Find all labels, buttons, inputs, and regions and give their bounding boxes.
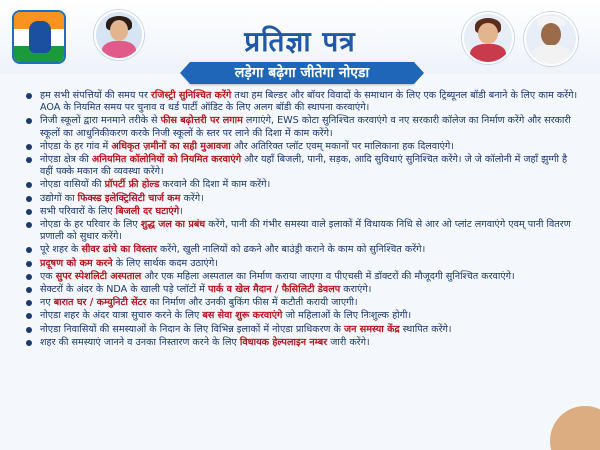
- bullet-icon: [26, 327, 32, 333]
- highlight-text: जन समस्या केंद्र: [343, 323, 400, 335]
- item-text: तथा हम बिल्डर और बॉयर विवादों के समाधान के लिए एक ट्रिब्यूनल बॉडी बनाने के लिए काम करेंगे। AOA के नियमित समय पर चुनाव व थर्ड पार्टी ऑडिट के लिए अलग बॉडी की स्थापना करवाएंगे।: [40, 90, 578, 114]
- bullet-icon: [26, 300, 32, 306]
- list-item: [26, 244, 578, 256]
- highlight-text: रजिस्ट्री सुनिश्चित करेंगे: [150, 90, 232, 101]
- list-item: [26, 284, 578, 296]
- bullet-icon: [26, 313, 32, 319]
- highlight-text: अनियमित कॉलोनियों को नियमित करवाएंगे: [91, 154, 242, 166]
- list-item: [26, 90, 578, 114]
- list-item: [26, 271, 578, 283]
- item-text: सभी परिवारों के लिए: [40, 205, 116, 217]
- highlight-text: शुद्ध जल का प्रबंध: [140, 219, 206, 231]
- list-item: [26, 297, 578, 309]
- highlight-text: बस सेवा शुरू करवाएंगे: [202, 310, 283, 322]
- item-text: नए: [40, 297, 54, 309]
- page-subtitle-banner: लड़ेगा बढ़ेगा जीतेगा नोएडा: [190, 62, 414, 84]
- highlight-text: पार्क व खेल मैदान / फैसिलिटी डेवलप: [207, 284, 341, 296]
- bullet-icon: [26, 157, 32, 163]
- list-item: [26, 115, 578, 139]
- item-text: ।: [179, 205, 183, 217]
- party-hand-logo-icon: [12, 10, 66, 64]
- bullet-icon: [26, 93, 32, 99]
- item-text: नोएडा निवासियों की समस्याओं के निदान के लिए विभिन्न इलाकों में नोएडा प्राधिकरण के: [40, 323, 344, 335]
- item-text: नोएडा क्षेत्र की: [40, 154, 92, 166]
- item-text: कराएंगे।: [340, 284, 372, 296]
- highlight-text: प्रॉपर्टी फ्री होल्ड: [104, 179, 160, 191]
- highlight-text: सीवर ढांचे का विस्तार: [81, 244, 157, 256]
- highlight-text: प्रदूषण को कम करने: [40, 257, 113, 269]
- item-text: उद्योगों का: [40, 192, 78, 204]
- item-text: सेक्टरों के अंदर के NDA के खाली पड़े प्लॉटों में: [40, 284, 208, 296]
- item-text: पूरे शहर के: [40, 244, 82, 256]
- item-text: जो महिलाओं के लिए निःशुल्क होगी।: [282, 310, 412, 322]
- partial-photo-corner: [550, 406, 600, 450]
- highlight-text: सुपर स्पेशलिटी अस्पताल: [55, 270, 142, 282]
- item-text: लगाएंगे, EWS कोटा सुनिश्चित करवाएंगे व नए सरकारी कॉलेज का निर्माण करेंगे और सरकारी स्कूलों का आधुनिकीकरण करके निजी स्कूलों के स्तर पर लाने की दिशा में काम करेंगे।: [40, 115, 571, 139]
- list-item: [26, 179, 578, 191]
- bullet-icon: [26, 340, 32, 346]
- bullet-icon: [26, 247, 32, 253]
- item-text: के लिए सार्थक कदम उठाएंगे।: [112, 257, 218, 269]
- list-item: [26, 154, 578, 178]
- highlight-text: विधायक हेल्पलाइन नम्बर: [239, 336, 328, 348]
- item-text: नोएडा के हर गांव में: [40, 140, 112, 152]
- bullet-icon: [26, 118, 32, 124]
- avatar-leader-right-2: [524, 12, 578, 66]
- page-title: प्रतिज्ञा पत्र: [244, 25, 356, 58]
- item-text: और यहाँ बिजली, पानी, सड़क, आदि सुविधाएं सुनिश्चित करेंगे। जे जे कॉलोनी में जहाँ झुग्गी है वहीं पक्के मकान की व्यवस्था करेंगे।: [40, 154, 568, 178]
- item-text: एक: [40, 270, 56, 282]
- item-text: करेंगे, खुली नालियों को ढकने और बाउंड्री कराने के काम को सुनिश्चित करेंगे।: [156, 244, 426, 256]
- list-item: [26, 258, 578, 270]
- bullet-icon: [26, 274, 32, 280]
- item-text: जारी करेंगे।: [327, 336, 370, 348]
- highlight-text: फीस बढ़ोत्तरी पर लगाम: [160, 115, 243, 127]
- list-item: [26, 324, 578, 336]
- bullet-icon: [26, 287, 32, 293]
- bullet-icon: [26, 182, 32, 188]
- list-item: [26, 206, 578, 218]
- pledge-list: [26, 90, 578, 350]
- item-text: और एक महिला अस्पताल का निर्माण कराया जाएगा व पीएचसी में डॉक्टरों की मौजूदगी सुनिश्चित करवाएंगे।: [141, 270, 515, 282]
- avatar-leader-right-1: [462, 12, 514, 64]
- item-text: निजी स्कूलों द्वारा मनमाने तरीके से: [40, 115, 161, 127]
- list-item: [26, 219, 578, 243]
- item-text: और अतिरिक्त प्लॉट एवम् मकानों पर मालिकाना हक दिलवाएंगे।: [230, 140, 454, 152]
- item-text: नोएडा शहर के अंदर यात्रा सुचारु करने के लिए: [40, 310, 203, 322]
- item-text: का निर्माण और उनकी बुकिंग फीस में कटौती करायी जाएगी।: [146, 297, 358, 309]
- list-item: [26, 310, 578, 322]
- item-text: शहर की समस्याएं जानने व उनका निस्तारण करने के लिए: [40, 336, 240, 348]
- item-text: नोएडा वासियों की: [40, 179, 105, 191]
- list-item: [26, 141, 578, 153]
- bullet-icon: [26, 196, 32, 202]
- item-text: स्थापित करेंगे।: [399, 323, 452, 335]
- highlight-text: बिजली दर घटाएंगे: [115, 205, 180, 217]
- header: [0, 0, 600, 81]
- highlight-text: फिक्स्ड इलेक्ट्रिसिटी चार्ज कम: [77, 192, 181, 204]
- item-text: करवाने की दिशा में काम करेंगे।: [159, 179, 271, 191]
- bullet-icon: [26, 144, 32, 150]
- bullet-icon: [26, 261, 32, 267]
- item-text: नोएडा के हर परिवार के लिए: [40, 219, 141, 231]
- list-item: [26, 193, 578, 205]
- highlight-text: अधिकृत ज़मीनों का सही मुआवजा: [111, 140, 231, 152]
- highlight-text: बारात घर / कम्युनिटी सेंटर: [53, 297, 147, 309]
- list-item: [26, 337, 578, 349]
- bullet-icon: [26, 209, 32, 215]
- item-text: करेंगे, पानी की गंभीर समस्या वाले इलाकों में विधायक निधि से आर ओ प्लांट लगवाएंगे एवम् पानी वितरण प्रणाली को सुधार करेंगे।: [40, 219, 571, 243]
- bullet-icon: [26, 222, 32, 228]
- avatar-leader-left: [94, 10, 144, 60]
- item-text: करेंगे।: [180, 192, 204, 204]
- item-text: हम सभी संपत्तियों की समय पर: [40, 90, 151, 101]
